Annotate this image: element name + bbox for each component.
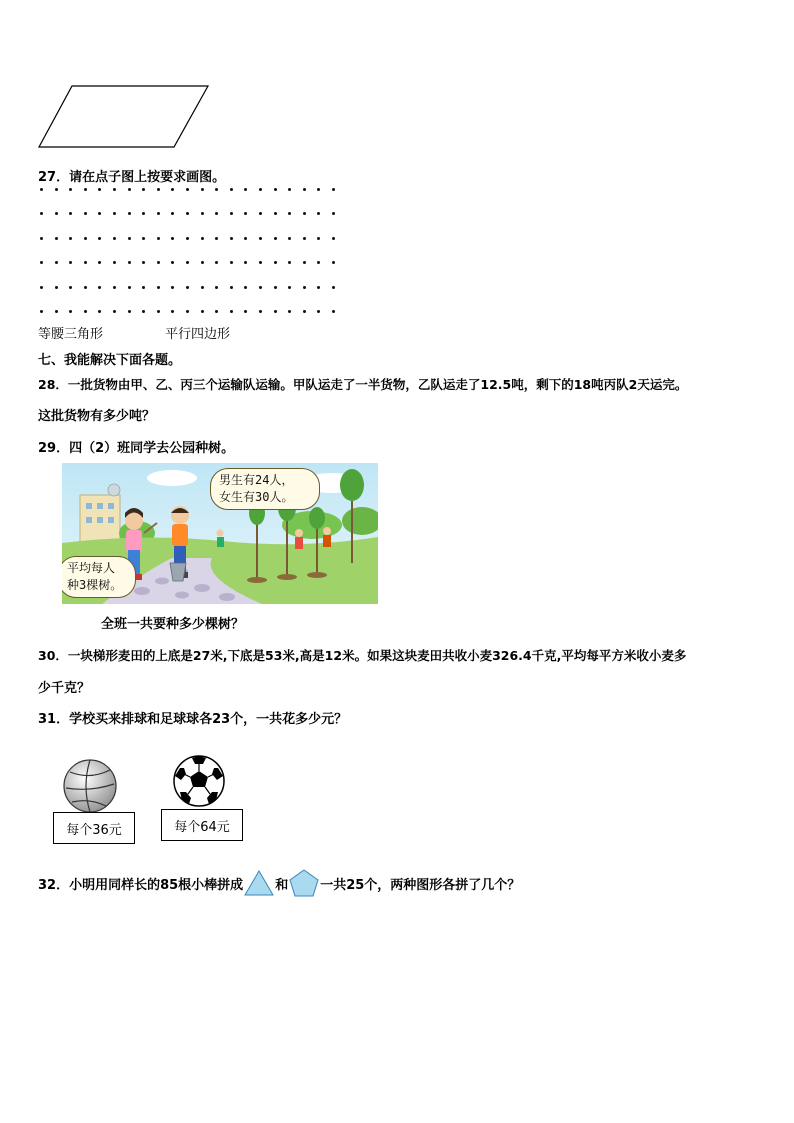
grid-dot[interactable]	[201, 188, 204, 191]
grid-dot[interactable]	[98, 286, 101, 289]
q32-part1: 32．小明用同样长的85根小棒拼成	[38, 877, 244, 893]
grid-dot[interactable]	[244, 261, 247, 264]
grid-dot[interactable]	[84, 212, 87, 215]
bubble-average-trees	[62, 556, 136, 598]
grid-dot[interactable]	[142, 286, 145, 289]
grid-dot[interactable]	[55, 237, 58, 240]
grid-dot[interactable]	[128, 286, 131, 289]
grid-dot[interactable]	[230, 286, 233, 289]
grid-dot[interactable]	[332, 310, 335, 313]
grid-dot[interactable]	[69, 188, 72, 191]
q30-line2: 少千克？	[38, 681, 91, 696]
grid-dot[interactable]	[274, 286, 277, 289]
grid-dot[interactable]	[244, 310, 247, 313]
grid-dot[interactable]	[288, 212, 291, 215]
grid-dot[interactable]	[317, 188, 320, 191]
grid-dot[interactable]	[259, 212, 262, 215]
grid-dot[interactable]	[201, 212, 204, 215]
grid-dot[interactable]	[230, 261, 233, 264]
grid-dot[interactable]	[128, 310, 131, 313]
grid-dot[interactable]	[288, 310, 291, 313]
grid-dot[interactable]	[171, 286, 174, 289]
grid-dot[interactable]	[244, 188, 247, 191]
grid-dot[interactable]	[215, 310, 218, 313]
grid-dot[interactable]	[113, 237, 116, 240]
grid-dot[interactable]	[215, 212, 218, 215]
grid-dot[interactable]	[186, 286, 189, 289]
grid-dot[interactable]	[317, 261, 320, 264]
grid-dot[interactable]	[244, 286, 247, 289]
grid-dot[interactable]	[274, 261, 277, 264]
q29-title: 29．四（2）班同学去公园种树。	[38, 441, 235, 456]
grid-dot[interactable]	[40, 286, 43, 289]
label-isosceles-triangle: 等腰三角形	[38, 327, 104, 342]
grid-dot[interactable]	[332, 188, 335, 191]
grid-dot[interactable]	[288, 286, 291, 289]
grid-dot[interactable]	[98, 310, 101, 313]
grid-dot[interactable]	[69, 237, 72, 240]
grid-dot[interactable]	[128, 261, 131, 264]
grid-dot[interactable]	[201, 310, 204, 313]
grid-dot[interactable]	[259, 286, 262, 289]
grid-dot[interactable]	[98, 188, 101, 191]
grid-dot[interactable]	[69, 286, 72, 289]
grid-dot[interactable]	[303, 286, 306, 289]
grid-dot[interactable]	[157, 310, 160, 313]
q29-question: 全班一共要种多少棵树？	[101, 617, 245, 632]
grid-dot[interactable]	[98, 237, 101, 240]
grid-dot[interactable]	[142, 188, 145, 191]
grid-dot[interactable]	[215, 237, 218, 240]
q30-line1: 30．一块梯形麦田的上底是27米,下底是53米,高是12米。如果这块麦田共收小麦326.4千克,平均每平方米收小麦多	[38, 648, 687, 663]
grid-dot[interactable]	[171, 261, 174, 264]
grid-dot[interactable]	[128, 188, 131, 191]
grid-dot[interactable]	[113, 261, 116, 264]
grid-dot[interactable]	[69, 310, 72, 313]
grid-dot[interactable]	[98, 261, 101, 264]
grid-dot[interactable]	[317, 237, 320, 240]
grid-dot[interactable]	[40, 237, 43, 240]
grid-dot[interactable]	[303, 261, 306, 264]
grid-dot[interactable]	[259, 188, 262, 191]
grid-dot[interactable]	[157, 212, 160, 215]
grid-dot[interactable]	[230, 212, 233, 215]
grid-dot[interactable]	[317, 286, 320, 289]
grid-dot[interactable]	[171, 212, 174, 215]
grid-dot[interactable]	[186, 212, 189, 215]
grid-dot[interactable]	[142, 212, 145, 215]
grid-dot[interactable]	[69, 212, 72, 215]
grid-dot[interactable]	[274, 188, 277, 191]
grid-dot[interactable]	[113, 286, 116, 289]
grid-dot[interactable]	[244, 212, 247, 215]
bubble-average-text: 平均每人	[67, 561, 116, 575]
grid-dot[interactable]	[98, 212, 101, 215]
grid-dot[interactable]	[186, 310, 189, 313]
grid-dot[interactable]	[274, 212, 277, 215]
volleyball-price-box: 每个36元	[53, 812, 135, 844]
parallelogram-figure	[38, 85, 210, 149]
grid-dot[interactable]	[55, 286, 58, 289]
grid-dot[interactable]	[84, 310, 87, 313]
grid-dot[interactable]	[55, 261, 58, 264]
grid-dot[interactable]	[113, 188, 116, 191]
grid-dot[interactable]	[332, 237, 335, 240]
grid-dot[interactable]	[84, 261, 87, 264]
grid-dot[interactable]	[303, 310, 306, 313]
grid-dot[interactable]	[157, 286, 160, 289]
grid-dot[interactable]	[332, 212, 335, 215]
grid-dot[interactable]	[332, 286, 335, 289]
grid-dot[interactable]	[171, 310, 174, 313]
grid-dot[interactable]	[201, 237, 204, 240]
grid-dot[interactable]	[113, 212, 116, 215]
grid-dot[interactable]	[317, 310, 320, 313]
grid-dot[interactable]	[259, 237, 262, 240]
grid-dot[interactable]	[69, 261, 72, 264]
grid-dot[interactable]	[113, 310, 116, 313]
grid-dot[interactable]	[201, 286, 204, 289]
bubble-boys-text: 男生有24人，	[219, 473, 294, 487]
grid-dot[interactable]	[259, 261, 262, 264]
q32-part3: 一共25个，两种图形各拼了几个？	[320, 877, 521, 893]
label-parallelogram: 平行四边形	[165, 327, 231, 342]
grid-dot[interactable]	[186, 188, 189, 191]
grid-dot[interactable]	[142, 310, 145, 313]
grid-dot[interactable]	[40, 212, 43, 215]
football-price-box: 每个64元	[161, 809, 243, 841]
grid-dot[interactable]	[128, 237, 131, 240]
grid-dot[interactable]	[230, 188, 233, 191]
bubble-girls-text: 女生有30人。	[219, 490, 294, 504]
bubble-boys-girls	[210, 468, 320, 510]
triangle-icon	[244, 870, 274, 896]
grid-dot[interactable]	[230, 237, 233, 240]
grid-dot[interactable]	[303, 212, 306, 215]
grid-dot[interactable]	[201, 261, 204, 264]
grid-dot[interactable]	[274, 237, 277, 240]
grid-dot[interactable]	[303, 237, 306, 240]
grid-dot[interactable]	[230, 310, 233, 313]
q32-part2: 和	[275, 877, 289, 893]
grid-dot[interactable]	[288, 261, 291, 264]
grid-dot[interactable]	[215, 286, 218, 289]
grid-dot[interactable]	[215, 188, 218, 191]
grid-dot[interactable]	[128, 212, 131, 215]
grid-dot[interactable]	[303, 188, 306, 191]
grid-dot[interactable]	[186, 237, 189, 240]
grid-dot[interactable]	[215, 261, 218, 264]
grid-dot[interactable]	[171, 188, 174, 191]
q28-line1: 28．一批货物由甲、乙、丙三个运输队运输。甲队运走了一半货物，乙队运走了12.5吨，剩下的18吨丙队2天运完。	[38, 377, 688, 392]
bubble-trees-text: 种3棵树。	[67, 578, 123, 592]
grid-dot[interactable]	[55, 188, 58, 191]
grid-dot[interactable]	[288, 237, 291, 240]
grid-dot[interactable]	[84, 237, 87, 240]
grid-dot[interactable]	[40, 310, 43, 313]
pentagon-icon	[289, 869, 319, 897]
grid-dot[interactable]	[55, 310, 58, 313]
q28-line2: 这批货物有多少吨？	[38, 409, 156, 424]
grid-dot[interactable]	[186, 261, 189, 264]
grid-dot[interactable]	[40, 261, 43, 264]
volleyball-icon	[62, 758, 118, 814]
grid-dot[interactable]	[142, 237, 145, 240]
q31-title: 31．学校买来排球和足球球各23个，一共花多少元？	[38, 712, 348, 727]
grid-dot[interactable]	[332, 261, 335, 264]
grid-dot[interactable]	[259, 310, 262, 313]
grid-dot[interactable]	[84, 286, 87, 289]
park-illustration	[62, 463, 378, 604]
grid-dot[interactable]	[244, 237, 247, 240]
section-7-title: 七、我能解决下面各题。	[38, 353, 182, 368]
grid-dot[interactable]	[157, 261, 160, 264]
grid-dot[interactable]	[40, 188, 43, 191]
grid-dot[interactable]	[157, 237, 160, 240]
grid-dot[interactable]	[274, 310, 277, 313]
grid-dot[interactable]	[55, 212, 58, 215]
grid-dot[interactable]	[317, 212, 320, 215]
grid-dot[interactable]	[84, 188, 87, 191]
grid-dot[interactable]	[157, 188, 160, 191]
q27-title: 27．请在点子图上按要求画图。	[38, 170, 226, 185]
q32-line	[38, 869, 520, 897]
football-icon	[172, 754, 226, 808]
grid-dot[interactable]	[142, 261, 145, 264]
grid-dot[interactable]	[171, 237, 174, 240]
grid-dot[interactable]	[288, 188, 291, 191]
